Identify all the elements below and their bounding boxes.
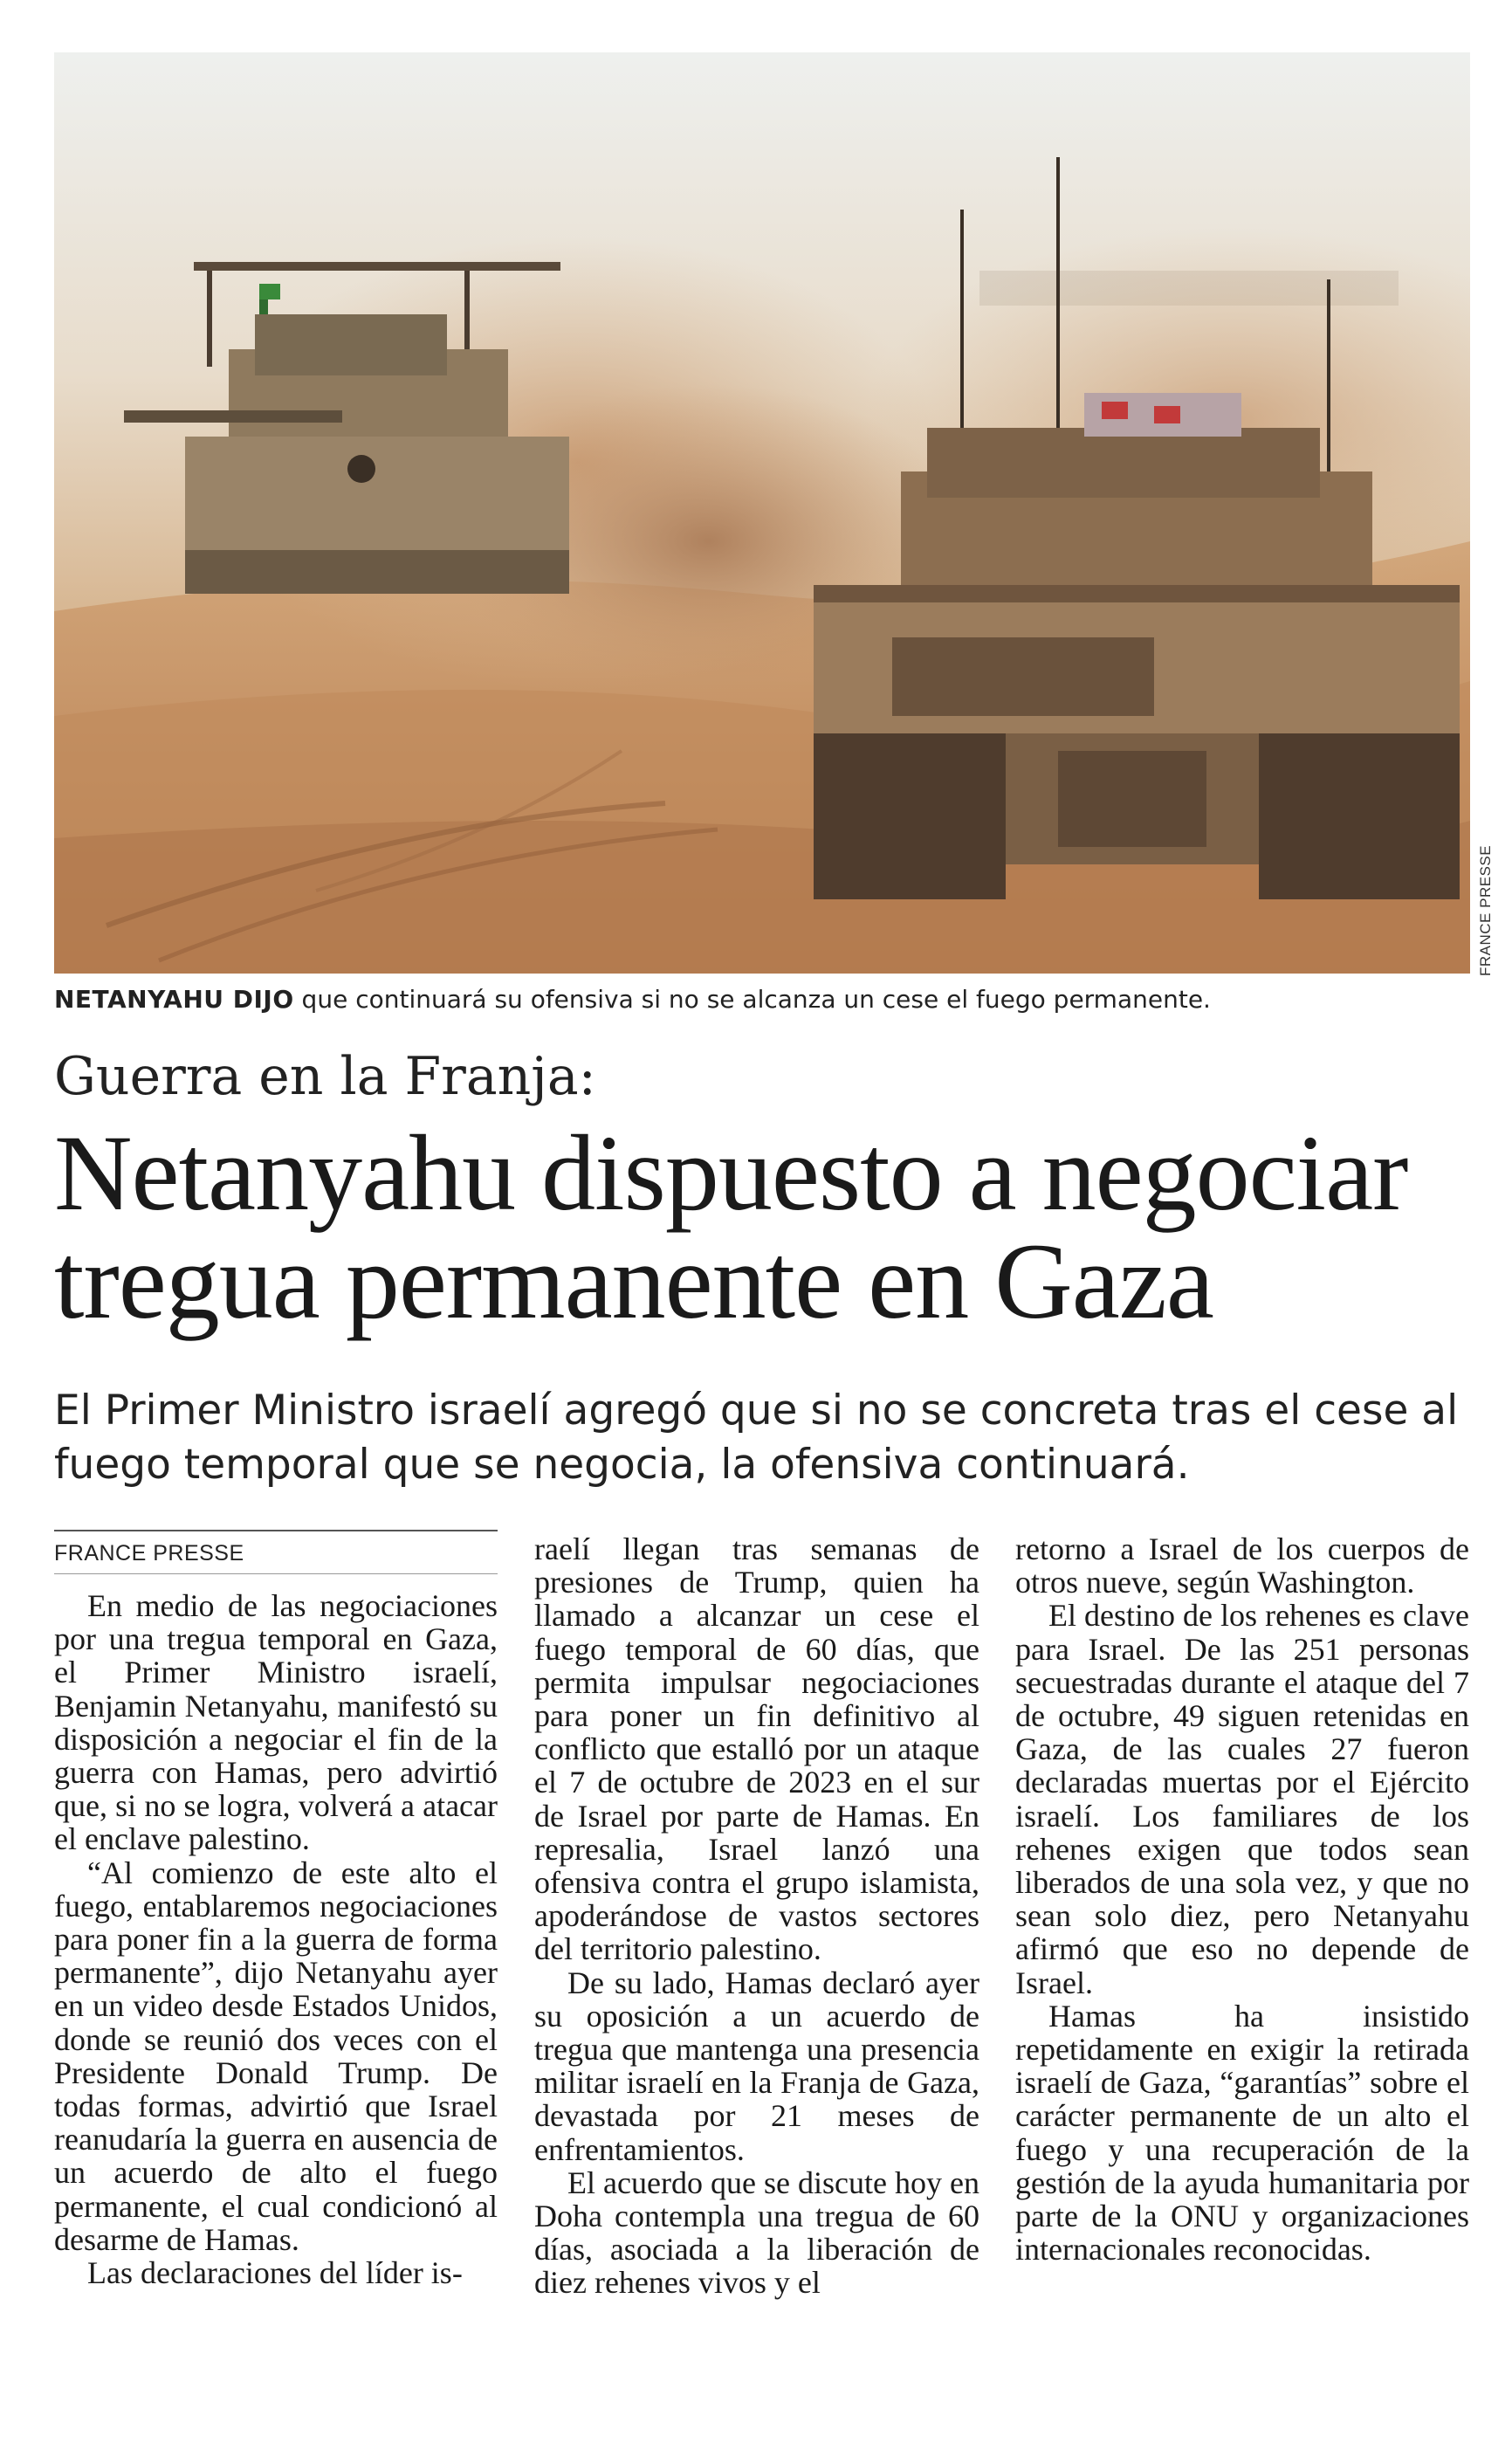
- headline-line-1: Netanyahu dispuesto a negociar: [54, 1113, 1408, 1233]
- article-headline: [54, 1113, 1486, 1341]
- photo-caption: [54, 982, 1451, 1017]
- news-photo: [54, 52, 1470, 974]
- paragraph: En medio de las negociaciones por una tregua temporal en Gaza, el Primer Ministro israelí, Benjamin Netanyahu, manifestó su disposición a negociar el fin de la guerra con Hamas, pero advirtió que, si no se logra, volverá a atacar el enclave palestino.: [54, 1588, 498, 1857]
- paragraph: Las declaraciones del líder is-: [87, 2255, 463, 2291]
- paragraph: De su lado, Hamas declaró ayer su oposición a un acuerdo de tregua que mantenga una presencia militar israelí en la Franja de Gaza, devastada por 21 meses de enfrentamientos.: [534, 1965, 979, 2167]
- paragraph: “Al comienzo de este alto el fuego, entablaremos negociaciones para poner fin a la guerra de forma permanente”, dijo Netanyahu ayer en un video desde Estados Unidos, donde se reunió dos veces con el Presidente Donald Trump. De todas formas, advirtió que Israel reanudaría la guerra en ausencia de un acuerdo de alto el fuego permanente, el cual condicionó al desarme de Hamas.: [54, 1855, 498, 2257]
- paragraph: Hamas ha insistido repetidamente en exigir la retirada israelí de Gaza, “garantías” sobre el carácter permanente de un alto el fuego y una recuperación de la gestión de la ayuda humanitaria por parte de la ONU y organizaciones internacionales reconocidas.: [1015, 1998, 1469, 2268]
- photo-credit: [1474, 838, 1498, 978]
- byline-rule-top: [54, 1530, 498, 1531]
- caption-lead: NETANYAHU DIJO: [54, 985, 294, 1014]
- headline-line-2: tregua permanente en Gaza: [54, 1222, 1213, 1341]
- body-column-3: [1015, 1532, 1469, 2266]
- body-column-2: [534, 1532, 979, 2300]
- caption-text: que continuará su ofensiva si no se alcanza un cese el fuego permanente.: [293, 985, 1211, 1014]
- photo-credit-text: FRANCE PRESSE: [1477, 844, 1494, 976]
- deck-line-2: fuego temporal que se negocia, la ofensiva continuará.: [54, 1441, 1190, 1489]
- body-column-1: [54, 1589, 498, 2289]
- byline-rule-bottom: [54, 1573, 498, 1574]
- paragraph: El acuerdo que se discute hoy en Doha contempla una tregua de 60 días, asociada a la liberación de diez rehenes vivos y el: [534, 2164, 979, 2301]
- deck-line-1: El Primer Ministro israelí agregó que si no se concreta tras el cese al: [54, 1387, 1459, 1435]
- paragraph: El destino de los rehenes es clave para Israel. De las 251 personas secuestradas durante el ataque del 7 de octubre, 49 siguen retenidas en Gaza, de las cuales 27 fueron declaradas muertas por el Ejército israelí. Los familiares de los rehenes exigen que todos sean liberados de una sola vez, y que no sean solo diez, pero Netanyahu afirmó que eso no depende de Israel.: [1015, 1598, 1469, 2000]
- article-kicker: Guerra en la Franja:: [54, 1046, 596, 1107]
- byline: FRANCE PRESSE: [54, 1541, 244, 1566]
- tanks-in-desert-photo: [54, 52, 1470, 974]
- paragraph: retorno a Israel de los cuerpos de otros nueve, según Washington.: [1015, 1531, 1469, 1600]
- article-deck: [54, 1384, 1486, 1492]
- paragraph: raelí llegan tras semanas de presiones de Trump, quien ha llamado a alcanzar un cese el fuego temporal de 60 días, que permita impulsar negociaciones para poner un fin definitivo al conflicto que estalló por un ataque el 7 de octubre de 2023 en el sur de Israel por parte de Hamas. En represalia, Israel lanzó una ofensiva contra el grupo islamista, apoderándose de vastos sectores del territorio palestino.: [534, 1531, 979, 1967]
